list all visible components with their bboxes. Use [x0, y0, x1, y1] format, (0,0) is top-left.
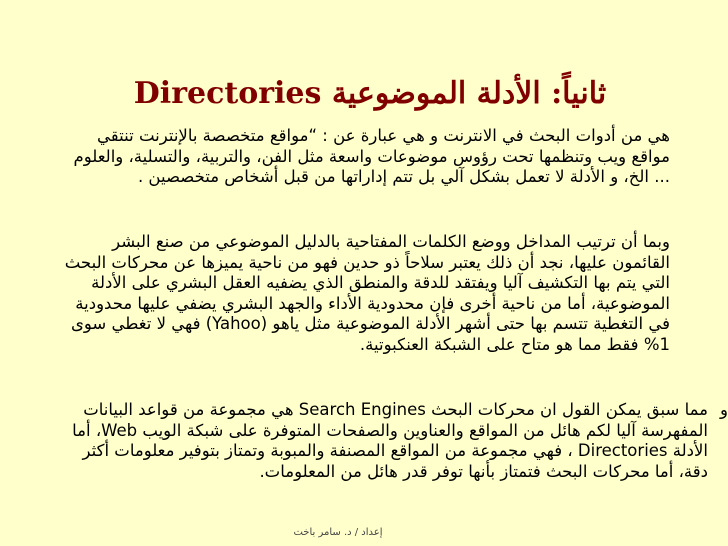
bullet-marker: و: [720, 400, 728, 419]
conclusion-paragraph: [48, 400, 728, 482]
conclusion-bullet-row: [48, 400, 728, 482]
definition-paragraph: هي من أدوات البحث في الانترنت و هي عبارة عن : “مواقع متخصصة بالإنترنت تنتقي مواقع ويب وتنظمها تحت رؤوس موضوعات واسعة مثل الفن، والتربية، والتسلية، والعلوم ... الخ، و الأدلة لا تعمل بشكل آلي بل تتم إداراتها من قبل أشخاص متخصصين .: [73, 126, 670, 186]
slide-title: ثانياً: الأدلة الموضوعية Directories: [133, 76, 607, 111]
conclusion-text: مما سبق يمكن القول ان محركات البحث Search Engines هي مجموعة من قواعد البيانات المفهرسة آليا لكم هائل من المواقع والعناوين والصفحات المتوفرة على شبكة الويب Web، أما الأدلة Directories ، فهي مجموعة من المواقع المصنفة والمبوبة وتمتاز بتوفير معلومات أكثر دقة، أما محركات البحث فتمتاز بأنها توفر قدر هائل من المعلومات.: [72, 400, 708, 481]
footer-author: إعداد / د. سامر باخت: [293, 527, 383, 538]
comparison-paragraph: وبما أن ترتيب المداخل ووضع الكلمات المفتاحية بالدليل الموضوعي من صنع البشر القائمون عليها، نجد أن ذلك يعتبر سلاحاً ذو حدين فهو من ناحية يميزها عن محركات البحث التي يتم بها التكشيف آليا ويفتقد للدقة والمنطق الذي يضفيه العقل البشري على الأدلة الموضوعية، أما من ناحية أخرى فإن محدودية الأداء والجهد البشري يضفي عليها محدودية في التغطية تتسم بها حتى أشهر الأدلة الموضوعية مثل ياهو (Yahoo) فهي لا تغطي سوى 1% فقط مما هو متاح على الشبكة العنكبوتية.: [64, 232, 670, 354]
